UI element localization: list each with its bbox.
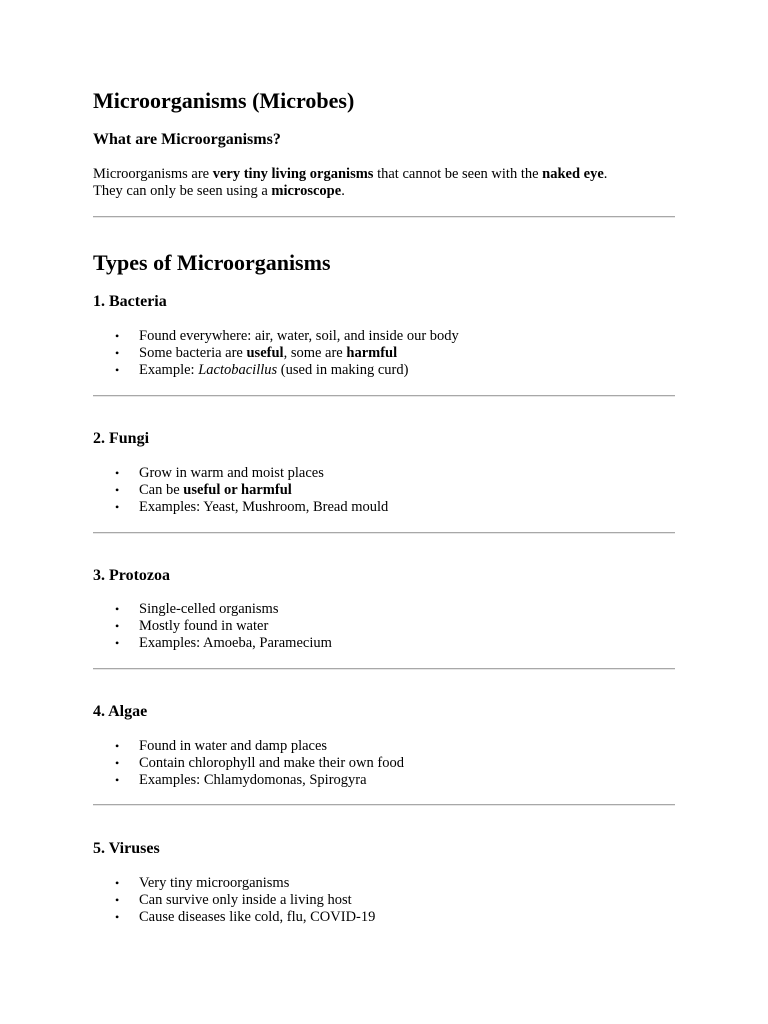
bullet-icon: •	[115, 910, 120, 924]
bullet-icon: •	[115, 739, 120, 753]
list-item: • Found everywhere: air, water, soil, and inside our body	[115, 328, 459, 344]
section-heading-viruses: 5. Viruses	[93, 840, 160, 857]
section-divider	[93, 668, 675, 670]
section-divider	[93, 395, 675, 397]
section-heading-protozoa: 3. Protozoa	[93, 567, 171, 584]
list-item: • Example: Lactobacillus (used in making curd)	[115, 362, 409, 378]
bullet-icon: •	[115, 483, 120, 497]
list-item: • Examples: Amoeba, Paramecium	[115, 635, 332, 651]
emphasis-tiny-organisms: very tiny living organisms	[212, 166, 374, 182]
list-bacteria	[93, 328, 675, 379]
section-heading-algae: 4. Algae	[93, 703, 148, 720]
section-divider	[93, 216, 675, 218]
list-item: • Mostly found in water	[115, 618, 269, 634]
intro-heading: What are Microorganisms?	[93, 131, 281, 148]
list-item: • Examples: Yeast, Mushroom, Bread mould	[115, 499, 389, 515]
bullet-icon: •	[115, 363, 120, 377]
bullet-icon: •	[115, 773, 120, 787]
emphasis-naked-eye: naked eye	[542, 166, 604, 182]
list-item: • Some bacteria are useful, some are harmful	[115, 345, 398, 361]
bullet-icon: •	[115, 619, 120, 633]
list-item: • Contain chlorophyll and make their own food	[115, 755, 404, 771]
bullet-icon: •	[115, 636, 120, 650]
list-item: • Found in water and damp places	[115, 738, 328, 754]
list-item: • Examples: Chlamydomonas, Spirogyra	[115, 772, 367, 788]
page-title: Microorganisms (Microbes)	[93, 88, 355, 113]
list-protozoa	[93, 601, 675, 652]
section-divider	[93, 532, 675, 534]
list-item: • Can survive only inside a living host	[115, 892, 352, 908]
list-item: • Very tiny microorganisms	[115, 875, 290, 891]
list-item: • Can be useful or harmful	[115, 482, 292, 498]
list-item: • Grow in warm and moist places	[115, 465, 324, 481]
bullet-icon: •	[115, 876, 120, 890]
bullet-icon: •	[115, 500, 120, 514]
list-algae	[93, 738, 675, 789]
emphasis-microscope: microscope	[271, 183, 342, 199]
bullet-icon: •	[115, 346, 120, 360]
list-item: • Single-celled organisms	[115, 601, 279, 617]
intro-paragraph-line-2: They can only be seen using a microscope.	[93, 183, 345, 199]
bullet-icon: •	[115, 466, 120, 480]
section-divider	[93, 804, 675, 806]
list-fungi	[93, 465, 675, 516]
bullet-icon: •	[115, 329, 120, 343]
types-heading: Types of Microorganisms	[93, 250, 331, 275]
bullet-icon: •	[115, 602, 120, 616]
bullet-icon: •	[115, 756, 120, 770]
section-heading-bacteria: 1. Bacteria	[93, 293, 167, 310]
list-item: • Cause diseases like cold, flu, COVID-19	[115, 909, 376, 925]
list-viruses	[93, 875, 675, 926]
bullet-icon: •	[115, 893, 120, 907]
intro-paragraph-line-1: Microorganisms are very tiny living organisms that cannot be seen with the naked eye.	[93, 166, 608, 182]
section-heading-fungi: 2. Fungi	[93, 430, 150, 447]
